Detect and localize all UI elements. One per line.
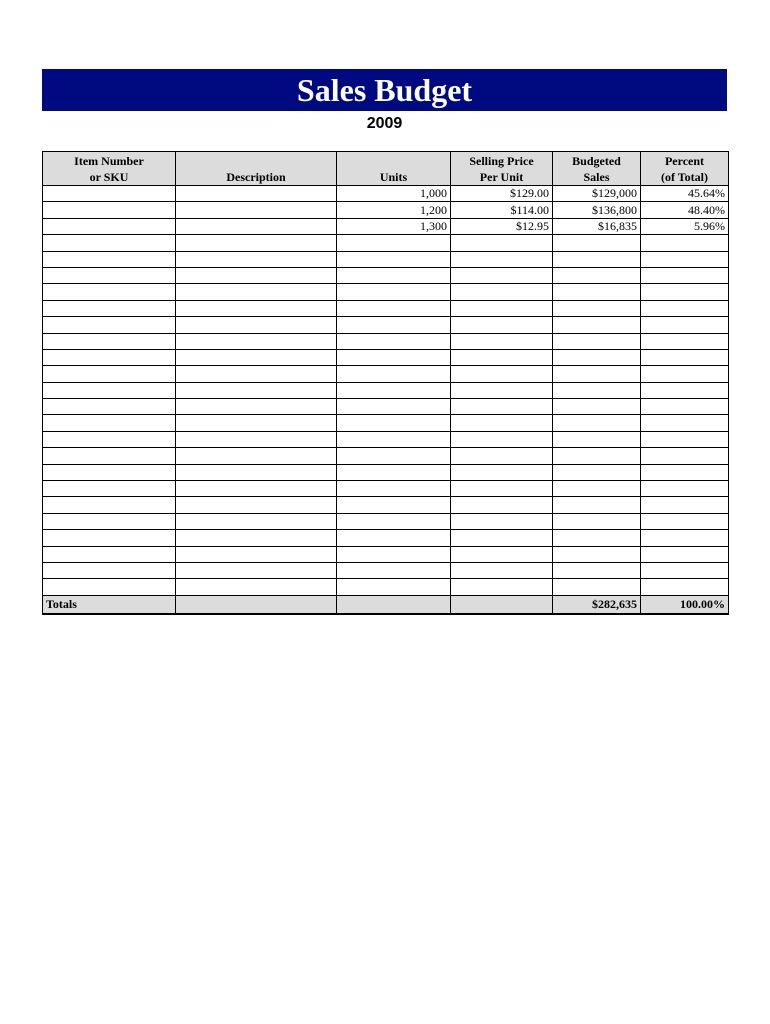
item-cell[interactable] [43,399,176,415]
sales-cell[interactable] [553,284,641,300]
percent-cell[interactable] [641,431,729,447]
description-cell[interactable] [176,235,337,251]
units-cell[interactable] [337,349,451,365]
units-cell[interactable] [337,333,451,349]
totals-description-cell [176,595,337,614]
header-units[interactable]: Units [337,152,451,186]
sales-cell[interactable] [553,235,641,251]
description-cell[interactable] [176,202,337,218]
percent-cell[interactable] [641,300,729,316]
table-row [43,349,729,365]
price-cell[interactable] [451,349,553,365]
description-cell[interactable] [176,562,337,578]
header-item-number[interactable]: Item Number or SKU [43,152,176,186]
percent-cell[interactable] [641,579,729,595]
percent-cell[interactable]: 48.40% [641,202,729,218]
percent-cell[interactable] [641,317,729,333]
totals-label: Totals [43,595,176,614]
units-cell[interactable] [337,235,451,251]
percent-cell[interactable] [641,284,729,300]
item-cell[interactable] [43,300,176,316]
price-cell[interactable]: $129.00 [451,186,553,202]
percent-cell[interactable] [641,464,729,480]
sales-cell[interactable]: $136,800 [553,202,641,218]
description-cell[interactable] [176,366,337,382]
sales-cell[interactable] [553,317,641,333]
description-cell[interactable] [176,284,337,300]
table-row [43,448,729,464]
price-cell[interactable] [451,333,553,349]
table-row [43,415,729,431]
item-cell[interactable] [43,284,176,300]
percent-cell[interactable] [641,349,729,365]
percent-cell[interactable]: 45.64% [641,186,729,202]
description-cell[interactable] [176,530,337,546]
table-row [43,431,729,447]
description-cell[interactable] [176,431,337,447]
price-cell[interactable] [451,267,553,283]
price-cell[interactable] [451,284,553,300]
units-cell[interactable] [337,399,451,415]
percent-cell[interactable] [641,415,729,431]
item-cell[interactable] [43,513,176,529]
units-cell[interactable] [337,464,451,480]
units-cell[interactable] [337,415,451,431]
percent-cell[interactable] [641,382,729,398]
description-cell[interactable] [176,267,337,283]
percent-cell[interactable] [641,448,729,464]
item-cell[interactable] [43,481,176,497]
description-cell[interactable] [176,448,337,464]
item-cell[interactable] [43,448,176,464]
table-row [43,202,729,218]
sales-cell[interactable] [553,251,641,267]
sales-cell[interactable] [553,464,641,480]
sales-cell[interactable] [553,382,641,398]
header-budgeted-sales[interactable]: Budgeted Sales [553,152,641,186]
table-row [43,284,729,300]
item-cell[interactable] [43,415,176,431]
percent-cell[interactable] [641,235,729,251]
description-cell[interactable] [176,300,337,316]
table-row [43,333,729,349]
price-cell[interactable] [451,497,553,513]
description-cell[interactable] [176,513,337,529]
page-title-text: Sales Budget [296,71,473,108]
table-row [43,267,729,283]
price-cell[interactable] [451,251,553,267]
table-row [43,497,729,513]
units-cell[interactable] [337,382,451,398]
units-cell[interactable] [337,448,451,464]
sales-cell[interactable] [553,399,641,415]
item-cell[interactable] [43,267,176,283]
price-cell[interactable] [451,382,553,398]
header-percent[interactable]: Percent (of Total) [641,152,729,186]
table-row [43,218,729,234]
table-row [43,481,729,497]
totals-price-cell [451,595,553,614]
price-cell[interactable] [451,317,553,333]
description-cell[interactable] [176,382,337,398]
units-cell[interactable] [337,284,451,300]
sales-cell[interactable] [553,300,641,316]
percent-cell[interactable] [641,513,729,529]
percent-cell[interactable]: 5.96% [641,218,729,234]
percent-cell[interactable] [641,251,729,267]
sales-cell[interactable] [553,415,641,431]
units-cell[interactable] [337,317,451,333]
item-cell[interactable] [43,546,176,562]
table-row [43,464,729,480]
item-cell[interactable] [43,431,176,447]
units-cell[interactable] [337,300,451,316]
units-cell[interactable] [337,530,451,546]
description-cell[interactable] [176,497,337,513]
sales-cell[interactable] [553,349,641,365]
units-cell[interactable] [337,481,451,497]
units-cell[interactable] [337,546,451,562]
table-row [43,235,729,251]
item-cell[interactable] [43,366,176,382]
item-cell[interactable] [43,579,176,595]
sales-cell[interactable] [553,530,641,546]
percent-cell[interactable] [641,366,729,382]
sales-cell[interactable] [553,366,641,382]
units-cell[interactable] [337,562,451,578]
price-cell[interactable] [451,235,553,251]
sales-cell[interactable] [553,546,641,562]
table-row [43,579,729,595]
table-row [43,251,729,267]
header-row [43,152,729,186]
table-row [43,546,729,562]
description-cell[interactable] [176,481,337,497]
item-cell[interactable] [43,186,176,202]
header-selling-price[interactable]: Selling Price Per Unit [451,152,553,186]
page-title [42,69,727,111]
description-cell[interactable] [176,579,337,595]
description-cell[interactable] [176,399,337,415]
table-row [43,530,729,546]
description-cell[interactable] [176,333,337,349]
sales-cell[interactable] [553,562,641,578]
description-cell[interactable] [176,317,337,333]
units-cell[interactable]: 1,300 [337,218,451,234]
item-cell[interactable] [43,202,176,218]
description-cell[interactable] [176,186,337,202]
item-cell[interactable] [43,317,176,333]
percent-cell[interactable] [641,481,729,497]
item-cell[interactable] [43,382,176,398]
item-cell[interactable] [43,333,176,349]
item-cell[interactable] [43,349,176,365]
item-cell[interactable] [43,235,176,251]
price-cell[interactable]: $114.00 [451,202,553,218]
sales-cell[interactable] [553,497,641,513]
table-row [43,186,729,202]
units-cell[interactable] [337,513,451,529]
item-cell[interactable] [43,464,176,480]
price-cell[interactable] [451,562,553,578]
price-cell[interactable] [451,530,553,546]
price-cell[interactable] [451,579,553,595]
table-row [43,382,729,398]
table-row [43,317,729,333]
price-cell[interactable] [451,513,553,529]
sales-cell[interactable] [553,448,641,464]
price-cell[interactable] [451,546,553,562]
description-cell[interactable] [176,251,337,267]
sales-cell[interactable] [553,579,641,595]
sales-cell[interactable]: $16,835 [553,218,641,234]
sales-cell[interactable] [553,481,641,497]
price-cell[interactable] [451,415,553,431]
units-cell[interactable] [337,267,451,283]
percent-cell[interactable] [641,546,729,562]
sales-cell[interactable] [553,267,641,283]
item-cell[interactable] [43,251,176,267]
price-cell[interactable] [451,399,553,415]
description-cell[interactable] [176,415,337,431]
percent-cell[interactable] [641,497,729,513]
table-row [43,300,729,316]
sales-cell[interactable] [553,513,641,529]
description-cell[interactable] [176,464,337,480]
description-cell[interactable] [176,218,337,234]
sales-budget-table [42,151,729,615]
totals-units-cell [337,595,451,614]
description-cell[interactable] [176,349,337,365]
units-cell[interactable] [337,366,451,382]
price-cell[interactable] [451,481,553,497]
totals-percent: 100.00% [641,595,729,614]
item-cell[interactable] [43,530,176,546]
percent-cell[interactable] [641,530,729,546]
item-cell[interactable] [43,497,176,513]
table-row [43,399,729,415]
percent-cell[interactable] [641,399,729,415]
units-cell[interactable] [337,579,451,595]
item-cell[interactable] [43,562,176,578]
item-cell[interactable] [43,218,176,234]
header-description[interactable]: Description [176,152,337,186]
units-cell[interactable] [337,431,451,447]
percent-cell[interactable] [641,562,729,578]
budget-year: 2009 [366,115,403,132]
units-cell[interactable]: 1,200 [337,202,451,218]
totals-row [43,595,729,614]
price-cell[interactable] [451,448,553,464]
percent-cell[interactable] [641,333,729,349]
units-cell[interactable]: 1,000 [337,186,451,202]
price-cell[interactable] [451,366,553,382]
sales-cell[interactable] [553,431,641,447]
table-row [43,562,729,578]
description-cell[interactable] [176,546,337,562]
price-cell[interactable] [451,464,553,480]
price-cell[interactable] [451,300,553,316]
table-row [43,366,729,382]
price-cell[interactable]: $12.95 [451,218,553,234]
totals-sales: $282,635 [553,595,641,614]
units-cell[interactable] [337,497,451,513]
sales-cell[interactable]: $129,000 [553,186,641,202]
price-cell[interactable] [451,431,553,447]
percent-cell[interactable] [641,267,729,283]
table-row [43,513,729,529]
units-cell[interactable] [337,251,451,267]
sales-cell[interactable] [553,333,641,349]
